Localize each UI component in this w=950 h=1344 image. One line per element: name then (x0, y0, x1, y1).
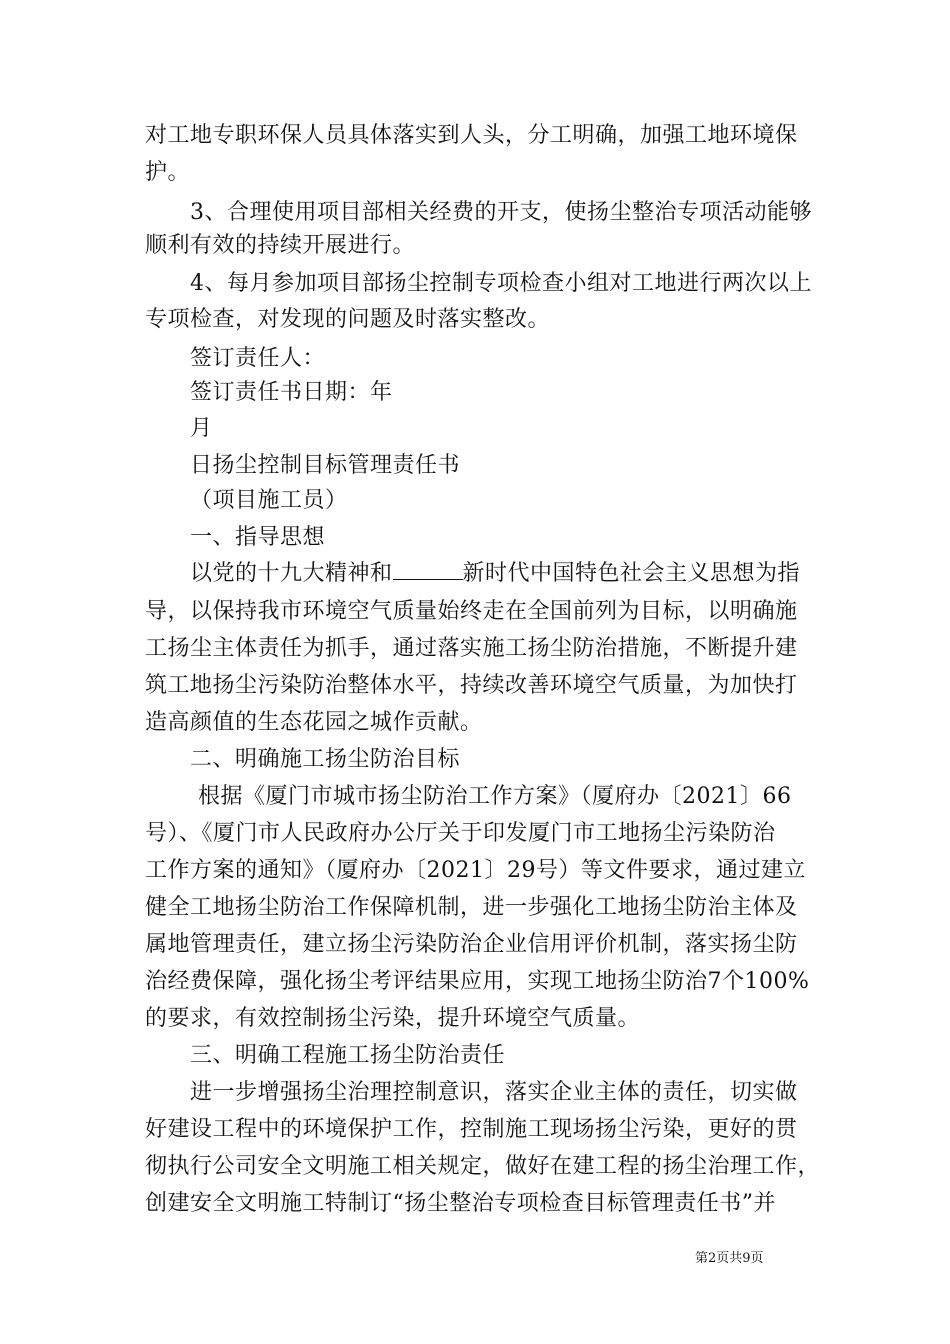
text-line: 属地管理责任，建立扬尘污染防治企业信用评价机制，落实扬尘防 (145, 932, 798, 957)
text-line: 彻执行公司安全文明施工相关规定，做好在建工程的扬尘治理工作， (145, 1154, 821, 1179)
text-line: 导，以保持我市环境空气质量始终走在全国前列为目标，以明确施 (145, 599, 798, 624)
text-line: 号）、《厦门市人民政府办公厅关于印发厦门市工地扬尘污染防治 (145, 821, 776, 846)
text-line: 4、每月参加项目部扬尘控制专项检查小组对工地进行两次以上 (190, 271, 812, 296)
sign-date-label: 签订责任书日期：年 (190, 380, 393, 405)
text-line: 顺利有效的持续开展进行。 (145, 233, 416, 258)
signer-label: 签订责任人： (190, 346, 326, 371)
text-line: 筑工地扬尘污染防治整体水平，持续改善环境空气质量，为加快打 (145, 673, 798, 698)
text-segment: 新时代中国特色社会主义思想为指 (462, 561, 801, 586)
section-title: 日扬尘控制目标管理责任书 (190, 453, 461, 478)
section-subtitle: （项目施工员） (190, 488, 348, 513)
text-line: 3、合理使用项目部相关经费的开支，使扬尘整治专项活动能够 (190, 200, 812, 225)
text-line: 工扬尘主体责任为抓手，通过落实施工扬尘防治措施，不断提升建 (145, 636, 798, 661)
text-line: 创建安全文明施工特制订“扬尘整治专项检查目标管理责任书”并 (145, 1191, 776, 1216)
text-segment: 以党的十九大精神和 (190, 561, 393, 586)
text-line: 专项检查，对发现的问题及时落实整改。 (145, 307, 551, 332)
text-line: 护。 (145, 160, 191, 185)
text-line: 的要求，有效控制扬尘污染，提升环境空气质量。 (145, 1006, 641, 1031)
page-number: 第2页共9页 (695, 1251, 764, 1266)
text-line: 造高颜值的生态花园之城作贡献。 (145, 710, 483, 735)
text-line: 好建设工程中的环境保护工作，控制施工现场扬尘污染，更好的贯 (145, 1117, 798, 1142)
text-line: 对工地专职环保人员具体落实到人头，分工明确，加强工地环境保 (145, 123, 798, 148)
heading-guiding-thought: 一、指导思想 (190, 525, 326, 550)
text-line: 工作方案的通知》（厦府办〔2021〕29号）等文件要求，通过建立 (145, 858, 806, 883)
heading-responsibility: 三、明确工程施工扬尘防治责任 (190, 1043, 506, 1068)
text-line: 健全工地扬尘防治工作保障机制，进一步强化工地扬尘防治主体及 (145, 895, 798, 920)
text-line: 治经费保障，强化扬尘考评结果应用，实现工地扬尘防治7个100% (145, 969, 810, 994)
blank-underline (393, 561, 463, 580)
text-line (190, 556, 800, 592)
heading-goals: 二、明确施工扬尘防治目标 (190, 747, 461, 772)
text-line: 根据《厦门市城市扬尘防治工作方案》（厦府办〔2021〕66 (198, 784, 792, 809)
text-line: 进一步增强扬尘治理控制意识，落实企业主体的责任，切实做 (190, 1080, 798, 1105)
month-label: 月 (190, 416, 213, 441)
